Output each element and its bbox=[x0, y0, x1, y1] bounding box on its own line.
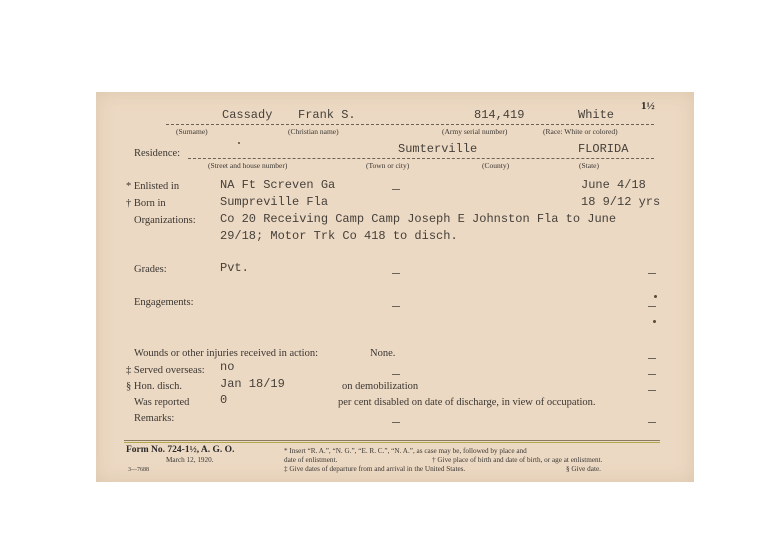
enlisted-value: NA Ft Screven Ga bbox=[220, 178, 336, 192]
footnote-enlisted: * Insert “R. A.”, “N. G.”, “E. R. C.”, “N. A.”, as case may be, followed by place and bbox=[284, 447, 527, 455]
residence-rule bbox=[188, 158, 654, 159]
christian-name-value: Frank S. bbox=[298, 108, 356, 122]
born-age-value: 18 9/12 yrs bbox=[581, 195, 661, 209]
dash-mark bbox=[392, 189, 400, 190]
race-value: White bbox=[578, 108, 615, 122]
on-demobilization-text: on demobilization bbox=[342, 381, 419, 392]
town-value: Sumterville bbox=[398, 142, 478, 156]
dash-mark bbox=[392, 374, 400, 375]
dash-mark bbox=[648, 374, 656, 375]
born-label: † Born in bbox=[126, 198, 166, 209]
surname-caption: (Surname) bbox=[176, 127, 208, 136]
serial-caption: (Army serial number) bbox=[442, 127, 508, 136]
state-caption: (State) bbox=[579, 161, 599, 170]
hon-disch-label: § Hon. disch. bbox=[126, 381, 182, 392]
footer-rule bbox=[124, 440, 660, 441]
born-value: Sumpreville Fla bbox=[220, 195, 329, 209]
race-caption: (Race: White or colored) bbox=[543, 127, 618, 136]
footnote-enlisted-cont: date of enlistment. bbox=[284, 456, 338, 464]
corner-mark: 1½ bbox=[641, 100, 655, 112]
wounds-label: Wounds or other injuries received in action: bbox=[134, 348, 319, 359]
residence-label: Residence: bbox=[134, 148, 181, 159]
street-caption: (Street and house number) bbox=[208, 161, 288, 170]
organizations-line1: Co 20 Receiving Camp Camp Joseph E Johnston Fla to June bbox=[220, 212, 617, 226]
header-rule bbox=[166, 124, 654, 125]
stain-mark bbox=[238, 142, 240, 144]
enlisted-date-value: June 4/18 bbox=[581, 178, 646, 192]
footnote-served: ‡ Give dates of departure from and arrival in the United States. bbox=[284, 465, 466, 473]
reported-label: Was reported bbox=[134, 397, 190, 408]
dash-mark bbox=[648, 422, 656, 423]
dash-mark bbox=[392, 422, 400, 423]
dash-mark bbox=[648, 390, 656, 391]
enlisted-label: * Enlisted in bbox=[126, 181, 180, 192]
percent-disabled-text: per cent disabled on date of discharge, in view of occupation. bbox=[338, 397, 596, 408]
footnote-born: † Give place of birth and date of birth, or age at enlistment. bbox=[432, 456, 603, 464]
dash-mark bbox=[392, 273, 400, 274]
state-value: FLORIDA bbox=[578, 142, 629, 156]
grades-value: Pvt. bbox=[220, 261, 249, 275]
dash-mark bbox=[648, 273, 656, 274]
serial-number-value: 814,419 bbox=[474, 108, 525, 122]
form-number: Form No. 724-1½, A. G. O. bbox=[126, 445, 235, 455]
record-card bbox=[96, 92, 694, 482]
stain-mark bbox=[654, 295, 657, 298]
christian-caption: (Christian name) bbox=[288, 127, 339, 136]
town-caption: (Town or city) bbox=[366, 161, 410, 170]
footnote-disch: § Give date. bbox=[566, 465, 601, 473]
reported-value: 0 bbox=[220, 393, 228, 407]
organizations-label: Organizations: bbox=[134, 215, 196, 226]
surname-value: Cassady bbox=[222, 108, 273, 122]
county-caption: (County) bbox=[482, 161, 510, 170]
served-value: no bbox=[220, 360, 235, 374]
hon-disch-value: Jan 18/19 bbox=[220, 377, 285, 391]
print-code: 3—7688 bbox=[128, 467, 149, 473]
wounds-value: None. bbox=[370, 348, 396, 359]
stain-mark bbox=[653, 320, 656, 323]
served-label: ‡ Served overseas: bbox=[126, 365, 205, 376]
grades-label: Grades: bbox=[134, 264, 167, 275]
engagements-label: Engagements: bbox=[134, 297, 194, 308]
dash-mark bbox=[648, 358, 656, 359]
organizations-line2: 29/18; Motor Trk Co 418 to disch. bbox=[220, 229, 458, 243]
footer-rule-accent bbox=[124, 442, 660, 443]
dash-mark bbox=[392, 306, 400, 307]
dash-mark bbox=[648, 306, 656, 307]
form-date: March 12, 1920. bbox=[166, 456, 214, 464]
remarks-label: Remarks: bbox=[134, 413, 175, 424]
